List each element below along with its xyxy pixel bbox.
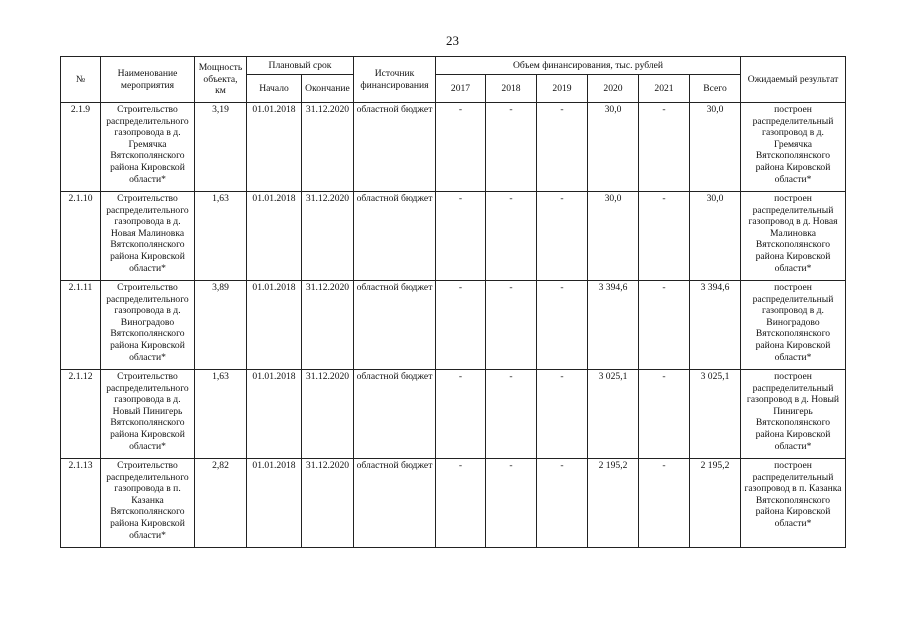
row-capacity: 3,19 [195, 103, 247, 192]
header-year-2021: 2021 [639, 75, 690, 103]
header-total: Всего [690, 75, 741, 103]
header-name: Наименование мероприятия [101, 57, 195, 103]
row-funding-2019: - [537, 281, 588, 370]
table-row [61, 103, 846, 192]
row-start: 01.01.2018 [247, 103, 302, 192]
row-funding-2017: - [436, 192, 486, 281]
row-capacity: 3,89 [195, 281, 247, 370]
row-funding-2020: 3 025,1 [588, 370, 639, 459]
row-funding-total: 30,0 [690, 192, 741, 281]
row-funding-2020: 30,0 [588, 192, 639, 281]
header-funding: Объем финансирования, тыс. рублей [436, 57, 741, 75]
header-end: Окончание [302, 75, 354, 103]
row-end: 31.12.2020 [302, 103, 354, 192]
row-funding-2017: - [436, 103, 486, 192]
row-result: построен распределительный газопровод в д. Новая Малиновка Вятскополянского района Кировской области* [741, 192, 846, 281]
row-start: 01.01.2018 [247, 370, 302, 459]
page-number: 23 [446, 33, 459, 48]
row-capacity: 1,63 [195, 192, 247, 281]
row-funding-2021: - [639, 192, 690, 281]
row-name: Строительство распределительного газопровода в д. Виноградово Вятскополянского района Кировской области* [101, 281, 195, 370]
row-funding-2017: - [436, 459, 486, 548]
table-row [61, 281, 846, 370]
row-source: областной бюджет [354, 192, 436, 281]
header-year-2020: 2020 [588, 75, 639, 103]
row-num: 2.1.10 [61, 192, 101, 281]
row-funding-total: 2 195,2 [690, 459, 741, 548]
header-year-2018: 2018 [486, 75, 537, 103]
header-start: Начало [247, 75, 302, 103]
row-start: 01.01.2018 [247, 192, 302, 281]
row-result: построен распределительный газопровод в д. Виноградово Вятскополянского района Кировской области* [741, 281, 846, 370]
row-result: построен распределительный газопровод в д. Новый Пинигерь Вятскополянского района Кировской области* [741, 370, 846, 459]
row-funding-2018: - [486, 103, 537, 192]
row-funding-2019: - [537, 103, 588, 192]
row-start: 01.01.2018 [247, 281, 302, 370]
row-result: построен распределительный газопровод в п. Казанка Вятскополянского района Кировской области* [741, 459, 846, 548]
row-name: Строительство распределительного газопровода в п. Казанка Вятскополянского района Кировской области* [101, 459, 195, 548]
row-funding-2019: - [537, 459, 588, 548]
table-row [61, 192, 846, 281]
header-plan-term: Плановый срок [247, 57, 354, 75]
row-funding-2018: - [486, 281, 537, 370]
header-num: № [61, 57, 101, 103]
row-funding-2018: - [486, 370, 537, 459]
row-num: 2.1.9 [61, 103, 101, 192]
row-funding-total: 30,0 [690, 103, 741, 192]
row-name: Строительство распределительного газопровода в д. Новая Малиновка Вятскополянского района Кировской области* [101, 192, 195, 281]
header-capacity: Мощность объекта, км [195, 57, 247, 103]
row-funding-2018: - [486, 192, 537, 281]
row-funding-total: 3 025,1 [690, 370, 741, 459]
row-funding-2020: 2 195,2 [588, 459, 639, 548]
row-source: областной бюджет [354, 459, 436, 548]
row-end: 31.12.2020 [302, 459, 354, 548]
row-funding-2021: - [639, 370, 690, 459]
table-row [61, 459, 846, 548]
row-name: Строительство распределительного газопровода в д. Новый Пинигерь Вятскополянского района Кировской области* [101, 370, 195, 459]
table-row [61, 370, 846, 459]
row-end: 31.12.2020 [302, 281, 354, 370]
row-funding-2020: 30,0 [588, 103, 639, 192]
row-funding-2021: - [639, 103, 690, 192]
header-result: Ожидаемый результат [741, 57, 846, 103]
funding-table [60, 56, 846, 548]
row-end: 31.12.2020 [302, 192, 354, 281]
header-year-2017: 2017 [436, 75, 486, 103]
row-funding-2021: - [639, 281, 690, 370]
row-funding-2017: - [436, 370, 486, 459]
row-end: 31.12.2020 [302, 370, 354, 459]
row-funding-2019: - [537, 192, 588, 281]
header-source: Источник финансирования [354, 57, 436, 103]
row-funding-2019: - [537, 370, 588, 459]
row-name: Строительство распределительного газопровода в д. Гремячка Вятскополянского района Кировской области* [101, 103, 195, 192]
row-source: областной бюджет [354, 370, 436, 459]
row-funding-2020: 3 394,6 [588, 281, 639, 370]
row-source: областной бюджет [354, 103, 436, 192]
row-result: построен распределительный газопровод в д. Гремячка Вятскополянского района Кировской области* [741, 103, 846, 192]
row-capacity: 2,82 [195, 459, 247, 548]
header-year-2019: 2019 [537, 75, 588, 103]
row-capacity: 1,63 [195, 370, 247, 459]
row-funding-2017: - [436, 281, 486, 370]
row-funding-2021: - [639, 459, 690, 548]
row-num: 2.1.11 [61, 281, 101, 370]
row-num: 2.1.12 [61, 370, 101, 459]
row-start: 01.01.2018 [247, 459, 302, 548]
row-funding-total: 3 394,6 [690, 281, 741, 370]
row-source: областной бюджет [354, 281, 436, 370]
row-funding-2018: - [486, 459, 537, 548]
row-num: 2.1.13 [61, 459, 101, 548]
